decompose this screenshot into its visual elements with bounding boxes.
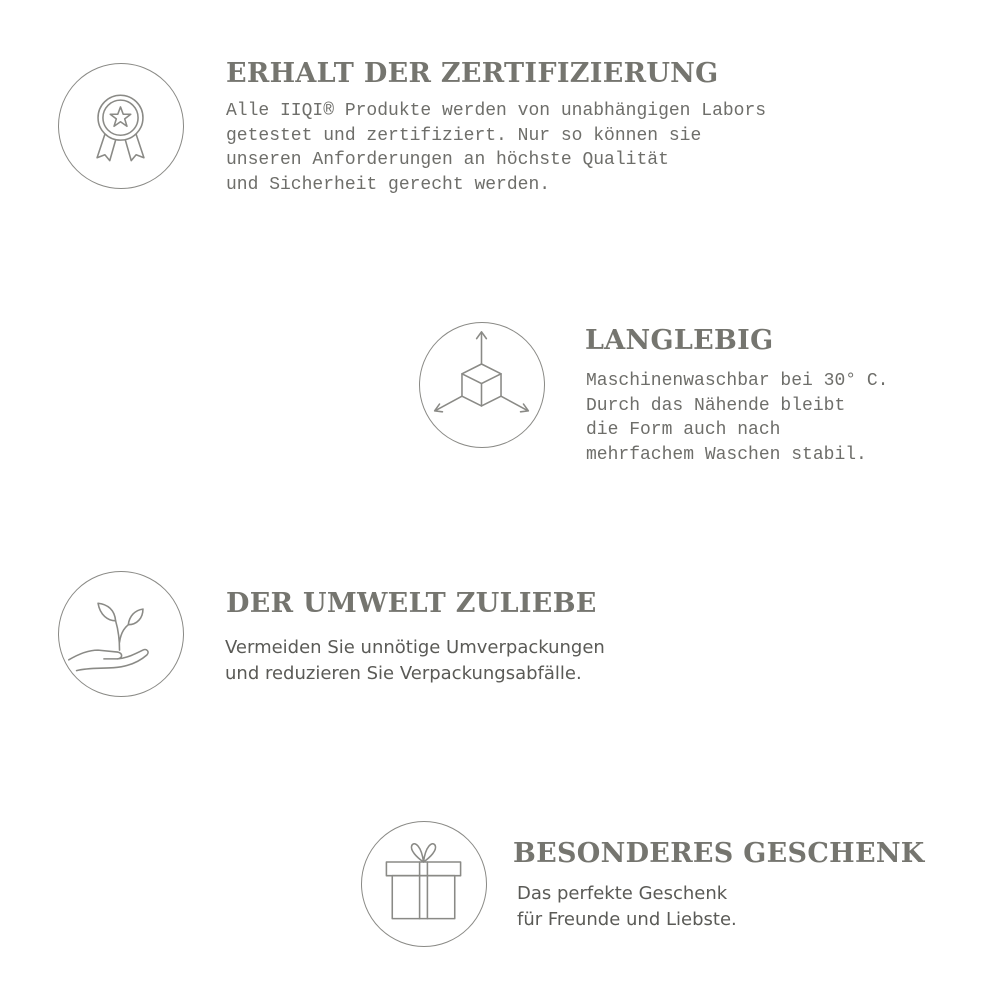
description-line: die Form auch nach: [586, 420, 781, 440]
description-line: Maschinenwaschbar bei 30° C.: [586, 371, 889, 391]
feature-title: DER UMWELT ZULIEBE: [226, 588, 597, 619]
description-line: mehrfachem Waschen stabil.: [586, 444, 867, 465]
feature-title: LANGLEBIG: [585, 325, 774, 356]
description-line: und Sicherheit gerecht werden.: [226, 174, 551, 195]
description-line: unseren Anforderungen an höchste Qualität: [226, 150, 669, 170]
description-line: Durch das Nähende bleibt: [586, 395, 846, 416]
feature-description: [225, 635, 605, 687]
feature-title: ERHALT DER ZERTIFIZIERUNG: [226, 58, 719, 89]
description-line: und reduzieren Sie Verpackungsabfälle.: [225, 663, 582, 684]
award-rosette-icon: [58, 63, 184, 189]
cube-arrows-icon: [419, 322, 545, 448]
feature-description: [586, 369, 888, 467]
feature-description: [517, 881, 737, 933]
description-line: getestet und zertifiziert. Nur so können sie: [226, 125, 702, 146]
feature-title: BESONDERES GESCHENK: [513, 838, 925, 869]
description-line: Das perfekte Geschenk: [517, 883, 728, 904]
hand-sprout-icon: [58, 571, 184, 697]
feature-description: [226, 99, 766, 197]
description-line: Alle IIQI® Produkte werden von unabhängigen Labors: [226, 101, 767, 121]
description-line: Vermeiden Sie unnötige Umverpackungen: [225, 637, 605, 658]
description-line: für Freunde und Liebste.: [517, 909, 737, 930]
gift-box-icon: [361, 821, 487, 947]
